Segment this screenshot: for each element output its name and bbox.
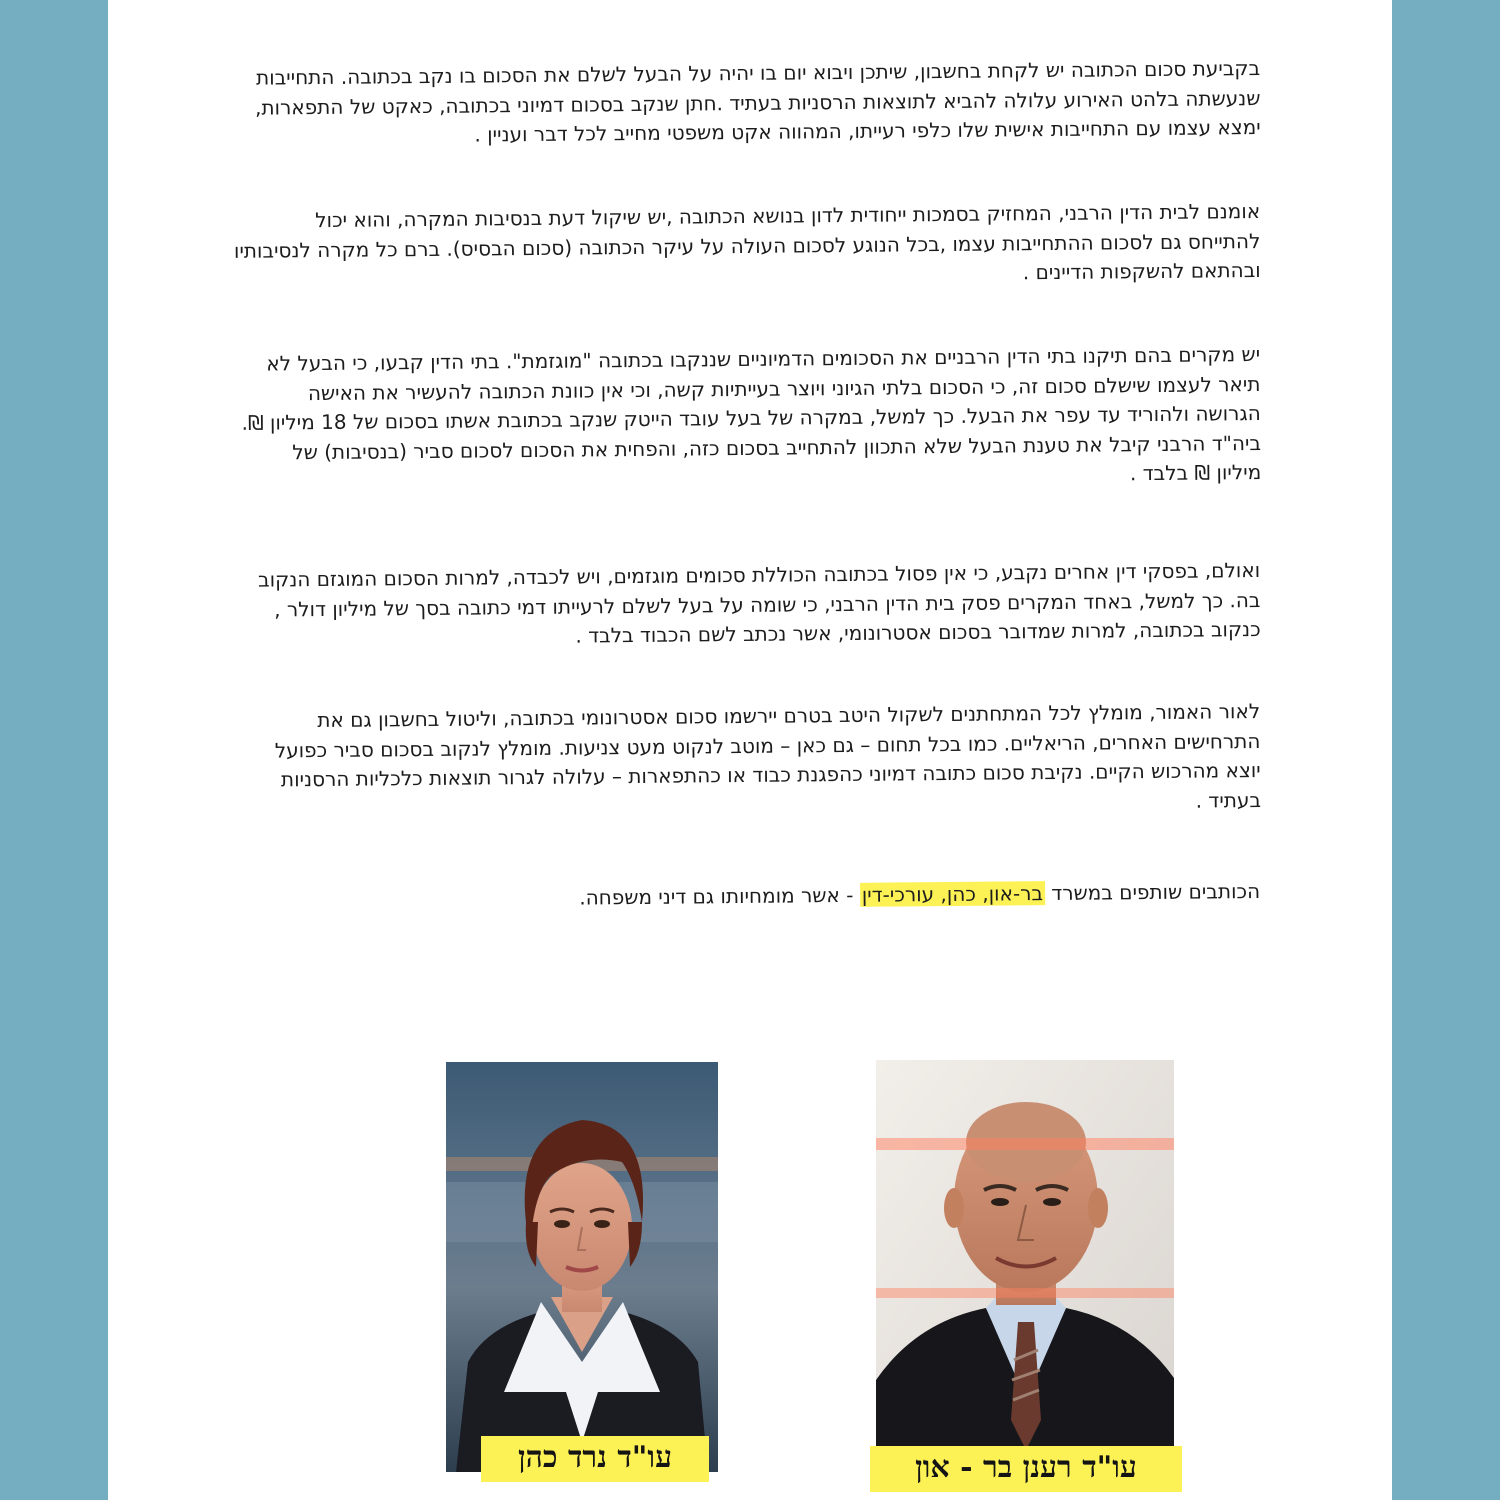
paragraph-5 [10,697,1261,827]
text-line: הגרושה ולהוריד עד עפר את הבעל. כך למשל, במקרה של בעל עובד הייטק שנקב בכתובת אשתו בסכום של 18 מיליון ₪. [241,400,1261,435]
text-line: ביה"ד הרבני קיבל את טענת הבעל שלא התכוון להתחייב בסכום כזה, והפחית את הסכום לסכום סביר (בנסיבות) של [292,430,1262,464]
authors-prefix: הכותבים שותפים במשרד [1044,878,1261,906]
paragraph-3 [10,340,1261,499]
text-line: שנעשתה בלהט האירוע עלולה להביא לתוצאות הרסניות בעתיד .חתן שנקב בסכום דמיוני בכתובה, כאקט של התפארות, [254,85,1261,120]
text-line: ואולם, בפסקי דין אחרים נקבע, כי אין פסול בכתובה הכוללת סכומים מוגזמים, ויש לכבדה, למרות הסכום המוגזם הנקוב [257,557,1261,592]
text-line: בעתיד . [1195,787,1262,813]
paragraph-1 [10,54,1261,154]
text-line: בה. כך למשל, באחד המקרים פסק בית הדין הרבני, כי שומה על בעל לשלם לרעייתו דמי כתובה בסך של מיליון דולר , [274,587,1261,621]
authors-text [10,877,1260,918]
text-line: אומנם לבית הדין הרבני, המחזיק בסמכות ייחודית לדון בנושא הכתובה ,יש שיקול דעת בנסיבות המקרה, והוא יכול [315,198,1261,233]
text-line: מיליון ₪ בלבד . [1129,459,1262,486]
paragraph-2 [10,197,1261,297]
text-line: לאור האמור, מומלץ לכל המתחתנים לשקול היטב בטרם יירשמו סכום אסטרונומי בכתובה, וליטול בחשבון גם את [317,698,1261,733]
text-line: תיאר לעצמו שישלם סכום זה, כי הסכום בלתי הגיוני ויוצר בעייתיות קשה, וכי אין כוונת הכתובה להעשיר את האישה [307,371,1261,405]
text-line: ימצא עצמו עם התחייבות אישית שלו כלפי רעייתו, המהווה אקט משפטי מחייב לכל דבר ועניין . [474,114,1261,147]
photo-caption-left: עו"ד נרד כהן [481,1436,709,1482]
text-line: התרחישים האחרים, הריאליים. כמו בכל תחום – גם כאן – מוטב לנקוט מעט צניעות. מומלץ לנקוב בסכום סביר כפועל [274,728,1261,762]
text-line: יש מקרים בהם תיקנו בתי הדין הרבניים את הסכומים הדמיוניים שננקבו בכתובה "מוגזמת". בתי הדין קבעו, כי הבעל לא [266,341,1261,376]
authors-line [10,877,1260,918]
text-line: ובהתאם להשקפות הדיינים . [1022,257,1261,285]
man-portrait-image [876,1060,1174,1480]
firm-name-highlight: בר-און, כהן, עורכי-דין [861,881,1044,907]
paragraph-4 [10,556,1261,656]
portrait-photo-right [876,1060,1174,1480]
text-line: להתייחס גם לסכום ההתחייבות עצמו ,בכל הנוגע לסכום העולה על עיקר הכתובה (סכום הבסיס). ברם כל מקרה לנסיבותיו [233,228,1261,263]
document-page [108,0,1392,1500]
photo-caption-right: עו"ד רענן בר - און [870,1446,1182,1492]
portrait-photo-left [446,1062,718,1472]
text-line: יוצא מהרכוש הקיים. נקיבת סכום כתובה דמיוני כהפגנת כבוד או כהתפארות – עלולה לגרור תוצאות כלכליות הרסניות [280,757,1261,792]
woman-portrait-image [446,1062,718,1472]
authors-suffix: - אשר מומחיותו גם דיני משפחה. [579,882,860,910]
text-line: בקביעת סכום הכתובה יש לקחת בחשבון, שיתכן ויבוא יום בו יהיה על הבעל לשלם את הסכום בו נקב בכתובה. התחייבות [255,55,1261,90]
text-line: כנקוב בכתובה, למרות שמדובר בסכום אסטרונומי, אשר נכתב לשם הכבוד בלבד . [575,616,1261,648]
